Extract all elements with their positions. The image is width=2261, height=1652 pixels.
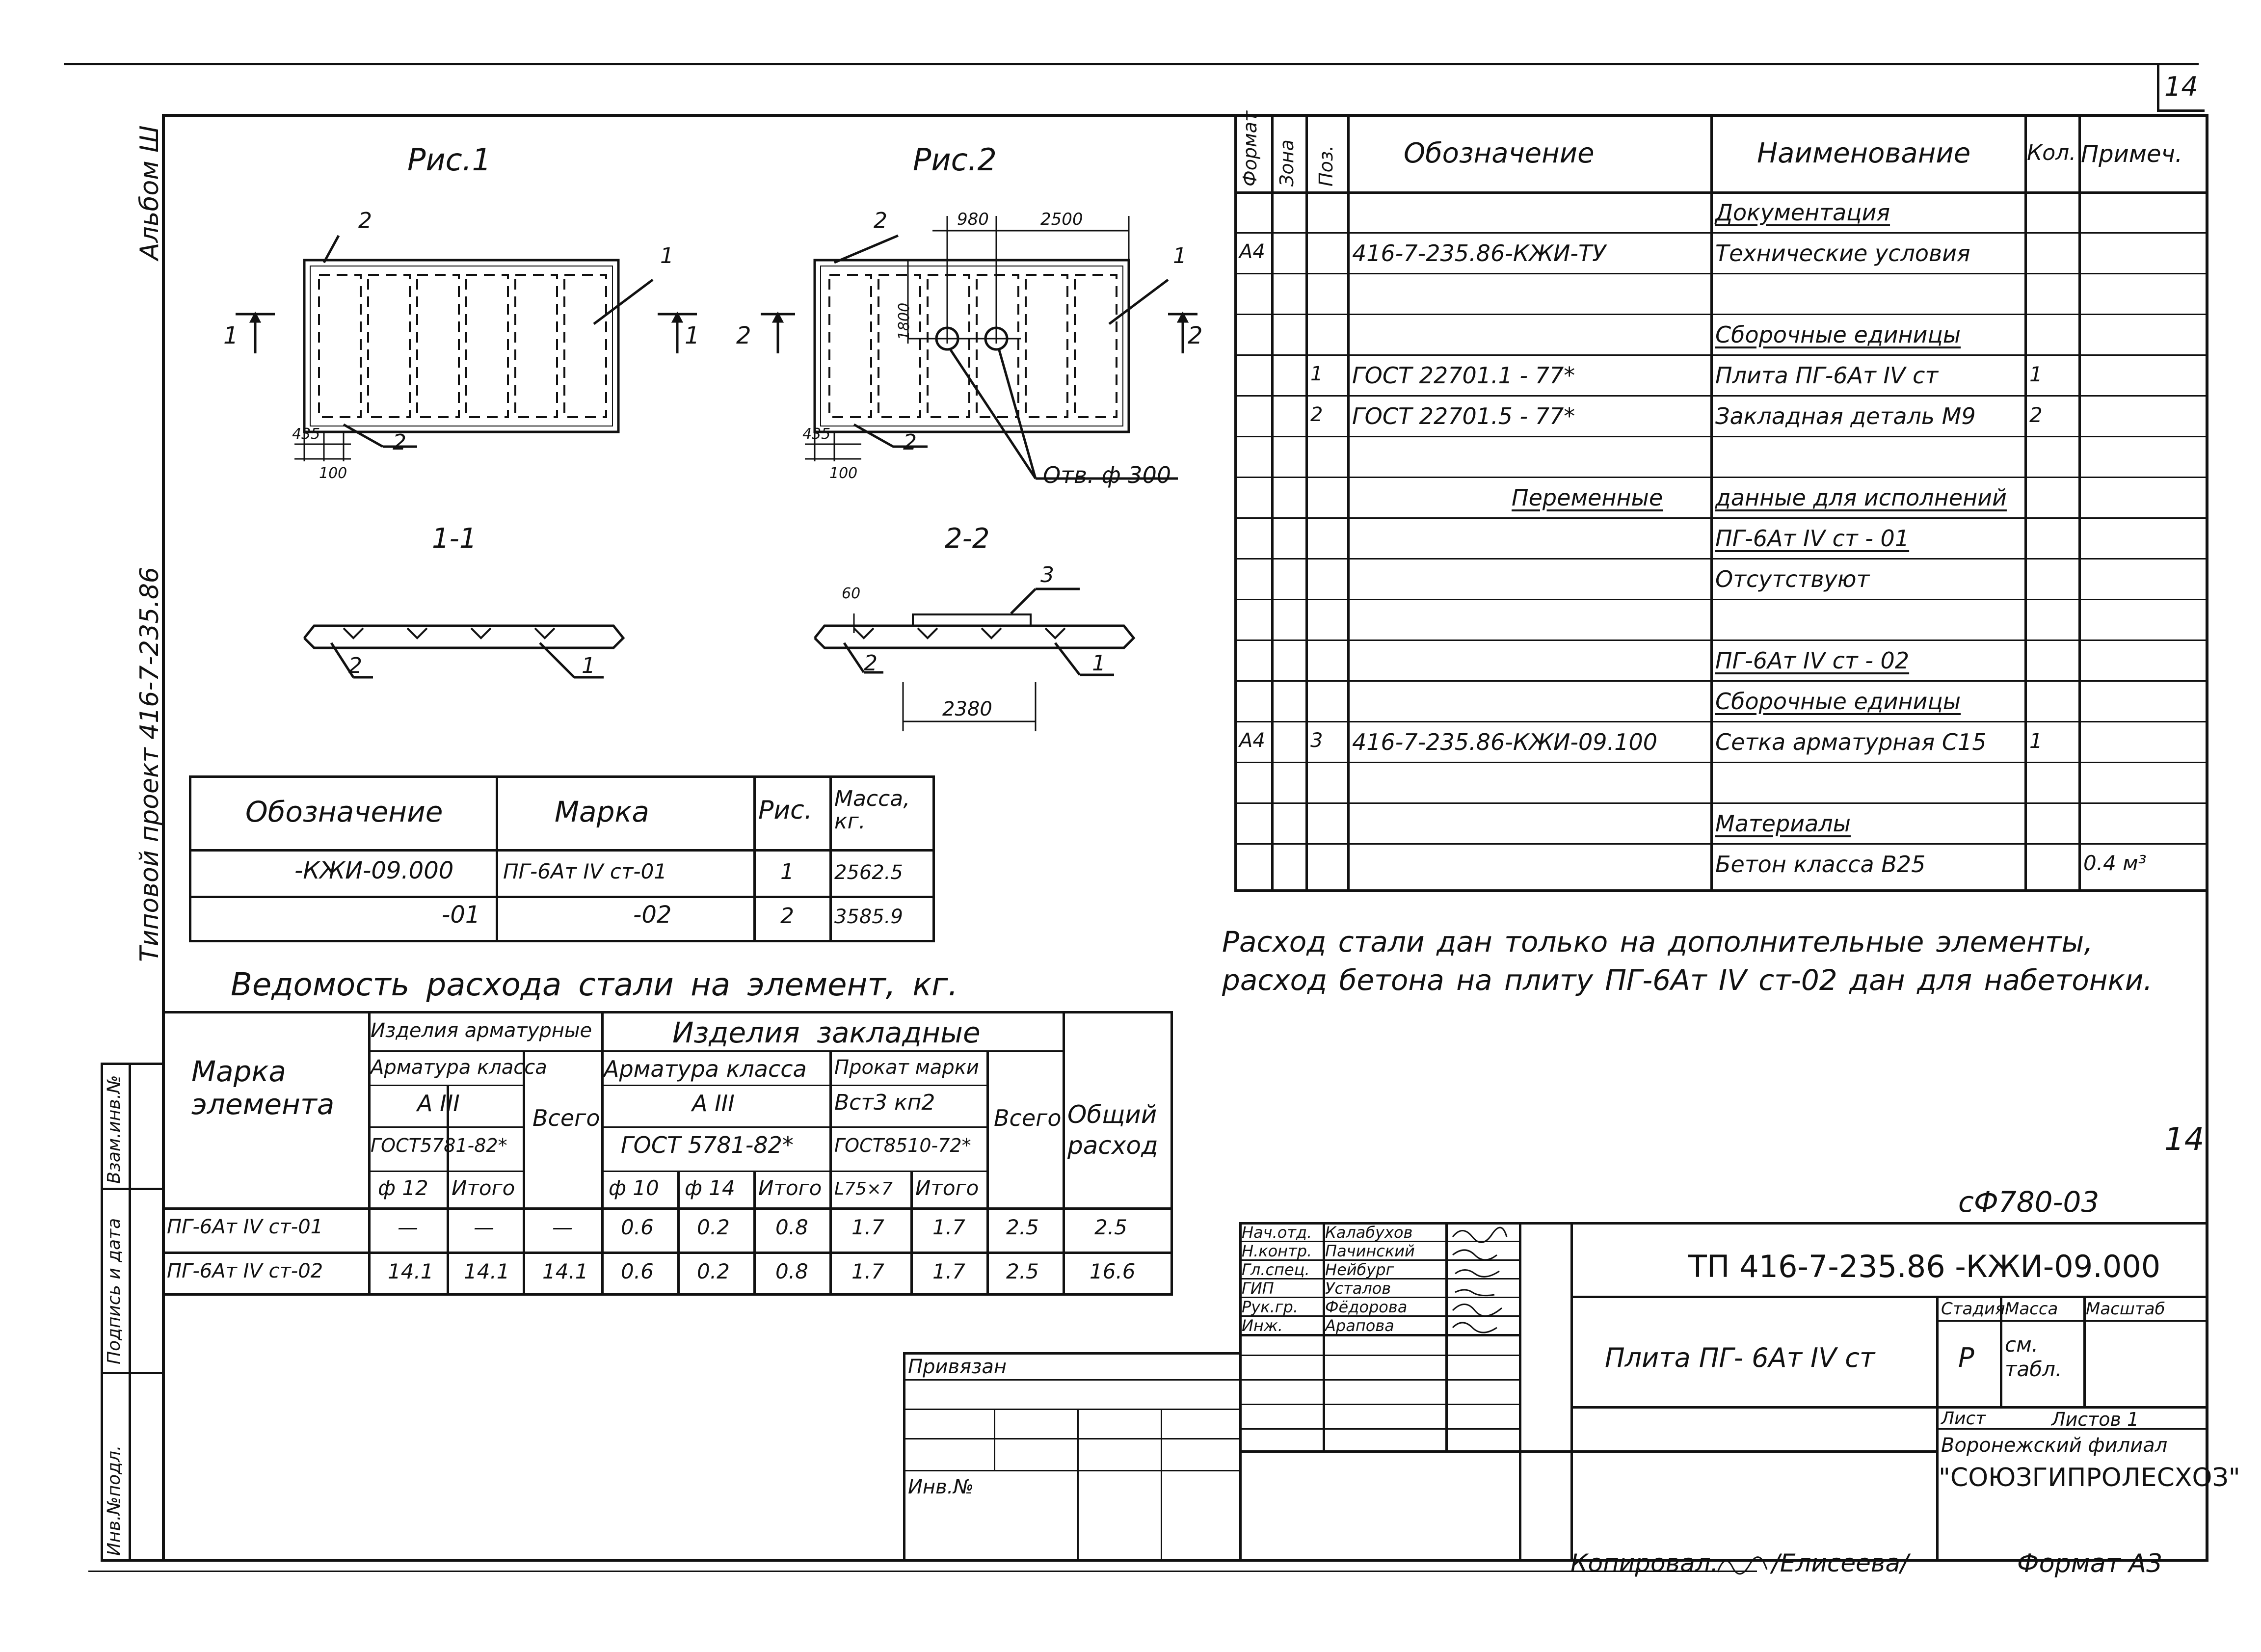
tb-line	[1239, 1450, 1936, 1453]
fig2-dim-1800: 1800	[896, 302, 913, 341]
steel-col-line	[986, 1050, 989, 1296]
tb-stage-value: Р	[1958, 1342, 1974, 1373]
steel-row1-cell: 2.5	[1006, 1215, 1039, 1239]
project-label: Типовой проект 416-7-235.86	[135, 566, 164, 962]
spec-h-name: Наименование	[1757, 137, 1971, 169]
marks-col-line	[496, 775, 498, 942]
spec-cell: Материалы	[1715, 810, 1851, 837]
marks-cell: -02	[633, 901, 672, 929]
tb-mass-label: Масса	[2005, 1299, 2058, 1319]
steel-row-line	[368, 1126, 523, 1128]
marks-cell: 3585.9	[834, 906, 903, 928]
spec-cell: Сетка арматурная С15	[1715, 729, 1987, 755]
sec2-dim-2380: 2380	[942, 698, 992, 720]
steel-col-mark: Марка элемента	[191, 1055, 335, 1121]
fig2-dim-2500: 2500	[1040, 210, 1083, 229]
fig1-dim-100: 100	[319, 465, 347, 482]
steel-table-top	[162, 1011, 1173, 1013]
bound-line	[1077, 1409, 1079, 1562]
spec-row-line	[1234, 314, 2208, 315]
sec2-label-1: 1	[1092, 651, 1106, 676]
footer-copier: /Елисеева/	[1772, 1549, 1909, 1577]
spec-row-line	[1234, 273, 2208, 274]
spec-h-designation: Обозначение	[1404, 137, 1595, 169]
fig2-dim-100: 100	[829, 465, 858, 482]
tb-role: Гл.спец.	[1242, 1260, 1310, 1279]
steel-row2-cell: 14.1	[542, 1259, 588, 1283]
spec-row-line	[1234, 680, 2208, 682]
steel-row1-cell: —	[474, 1215, 494, 1239]
steel-col-line	[829, 1050, 832, 1296]
steel-itogo-3: Итого	[915, 1176, 979, 1200]
bound-line	[903, 1352, 905, 1562]
marks-header-fig: Рис.	[758, 796, 813, 825]
tb-name: Калабухов	[1325, 1223, 1413, 1242]
tb-name: Нейбург	[1325, 1260, 1394, 1279]
fig1-title: Рис.1	[407, 142, 491, 178]
spec-col-line	[1347, 114, 1350, 892]
tb-role: Н.контр.	[1242, 1242, 1312, 1260]
fig2-label-1: 1	[1173, 243, 1187, 268]
steel-header-bottom	[162, 1207, 1173, 1210]
spec-h-zone: Зона	[1276, 139, 1298, 187]
spec-row-line	[1234, 436, 2208, 437]
steel-emb-class: Арматура класса	[604, 1056, 807, 1082]
marks-header-mass: Масса, кг.	[834, 786, 910, 834]
steel-col-line	[910, 1171, 913, 1296]
spec-cell: ПГ-6Ат IV ст - 02	[1715, 647, 1910, 674]
spec-h-format: Формат	[1239, 110, 1261, 187]
steel-col-line	[753, 1171, 756, 1296]
bound-line	[994, 1409, 995, 1470]
steel-row1-mark: ПГ-6Ат IV ст-01	[167, 1216, 323, 1238]
spec-h-note: Примеч.	[2081, 140, 2183, 168]
tb-line	[1936, 1320, 2208, 1322]
spec-cell: А4	[1239, 240, 1265, 263]
spec-cell: А4	[1239, 729, 1265, 752]
marks-cell: 2562.5	[834, 861, 903, 884]
steel-rebar-gost: ГОСТ5781-82*	[371, 1135, 507, 1156]
marks-row-line	[189, 849, 935, 852]
spec-cell: 3	[1310, 729, 1323, 752]
steel-row-line	[601, 1171, 986, 1172]
tb-line	[1239, 1404, 1519, 1405]
page-number: 14	[2164, 71, 2198, 102]
fig2-label-2b: 2	[903, 430, 917, 455]
spec-col-line	[1271, 114, 1274, 892]
steel-vsego: Всего	[532, 1105, 600, 1131]
spec-cell: 0.4 м³	[2083, 851, 2147, 875]
steel-row1-cell: 1.7	[851, 1215, 884, 1239]
steel-group-rebar: Изделия арматурные	[371, 1019, 592, 1042]
fig2-dim-980: 980	[957, 210, 989, 229]
spec-col-line	[2024, 114, 2027, 892]
steel-row1-cell: 0.2	[697, 1215, 730, 1239]
steel-row1-cell: —	[398, 1215, 418, 1239]
marks-cell: -КЖИ-09.000	[294, 857, 454, 884]
steel-row1-cell: 1.7	[932, 1215, 965, 1239]
steel-row-line	[368, 1085, 523, 1086]
spec-cell: Технические условия	[1715, 240, 1970, 266]
steel-aiii: А III	[417, 1090, 460, 1117]
spec-cell: Плита ПГ-6Ат IV ст	[1715, 362, 1939, 389]
bound-line	[1161, 1409, 1162, 1562]
steel-row1-cell: 2.5	[1094, 1215, 1127, 1239]
steel-row1-cell: 0.6	[621, 1215, 654, 1239]
marks-row-line	[189, 896, 935, 898]
spec-col-line	[1305, 114, 1308, 892]
footer-copied: Копировал:	[1570, 1549, 1719, 1577]
spec-cell: 2	[2029, 403, 2043, 427]
stamp-orig: Инв.№подл.	[104, 1445, 124, 1556]
steel-row2-cell: 14.1	[388, 1259, 434, 1283]
signatures	[1448, 1225, 1516, 1332]
sec2-dim-60: 60	[842, 585, 861, 602]
steel-row-line	[601, 1126, 986, 1128]
steel-row1-cell: —	[552, 1215, 573, 1239]
fig2-slab-outline	[815, 260, 1129, 432]
marks-col-line	[753, 775, 756, 942]
steel-col-line	[677, 1171, 680, 1296]
tb-name: Усталов	[1325, 1279, 1391, 1298]
tb-line	[1239, 1355, 1519, 1356]
steel-d10: ф 10	[609, 1176, 659, 1200]
steel-rebar-class: Арматура класса	[371, 1056, 547, 1079]
section-mark-1-left: 1	[223, 322, 239, 349]
holes-label: Отв. ф 300	[1043, 462, 1171, 488]
tb-org-1: Воронежский филиал	[1941, 1434, 2168, 1457]
spec-row-line	[1234, 395, 2208, 397]
spec-row-line	[1234, 721, 2208, 722]
steel-angle: L75×7	[834, 1179, 893, 1199]
spec-cell: 1	[1310, 363, 1323, 385]
spec-row-line	[1234, 599, 2208, 600]
steel-rolled: Прокат марки	[834, 1056, 979, 1079]
section-mark-2-right: 2	[1188, 322, 1203, 349]
marks-col-line	[829, 775, 832, 942]
fig1-label-2a: 2	[358, 208, 372, 233]
tb-role: Нач.отд.	[1242, 1223, 1312, 1242]
steel-emb-gost: ГОСТ 5781-82*	[621, 1132, 794, 1158]
note-text: Расход стали дан только на дополнительные элементы, расход бетона на плиту ПГ-6Ат IV ст-02 дан для набетонки.	[1222, 925, 2153, 997]
spec-cell: Документация	[1715, 199, 1890, 226]
steel-row-line	[368, 1050, 1063, 1052]
steel-rolled-gost: ГОСТ8510-72*	[834, 1135, 971, 1156]
steel-row2-cell: 0.8	[775, 1259, 808, 1283]
fig1-slab-outline	[304, 260, 618, 432]
spec-cell: Закладная деталь М9	[1715, 403, 1976, 429]
sec1-label-2: 2	[348, 653, 362, 678]
tb-role: ГИП	[1242, 1279, 1274, 1298]
steel-emb-aiii: А III	[692, 1090, 735, 1117]
bound-line	[903, 1470, 1239, 1471]
marks-cell: 1	[780, 859, 794, 884]
bound-line	[903, 1409, 1239, 1410]
spec-col-line	[2078, 114, 2081, 892]
spec-cell: Переменные	[1512, 484, 1663, 511]
spec-row-line	[1234, 354, 2208, 356]
spec-row-line	[1234, 232, 2208, 234]
tb-role: Рук.гр.	[1242, 1298, 1299, 1316]
section-mark-2-left: 2	[736, 322, 751, 349]
spec-cell: Сборочные единицы	[1715, 688, 1961, 715]
spec-cell: ГОСТ 22701.1 - 77*	[1352, 362, 1575, 389]
bound-line	[903, 1438, 1239, 1439]
marks-cell: -01	[442, 901, 480, 929]
fig1-dim-435: 435	[292, 426, 320, 443]
spec-cell: ПГ-6Ат IV ст - 01	[1715, 525, 1910, 552]
tb-name: Пачинский	[1325, 1242, 1415, 1260]
fig1-label-1: 1	[660, 243, 674, 268]
spec-cell: ГОСТ 22701.5 - 77*	[1352, 403, 1575, 429]
stamp-sign: Подпись и дата	[104, 1218, 124, 1364]
fig1-label-2b: 2	[393, 430, 406, 455]
spec-cell: 2	[1310, 403, 1323, 426]
steel-row2-mark: ПГ-6Ат IV ст-02	[167, 1260, 323, 1282]
section-mark-1-right: 1	[685, 322, 700, 349]
steel-d12: ф 12	[378, 1176, 428, 1200]
steel-vst: Вст3 кп2	[834, 1090, 935, 1115]
marks-cell: 2	[780, 904, 794, 929]
tb-line	[1239, 1379, 1519, 1381]
tb-scale-label: Масштаб	[2086, 1299, 2165, 1319]
fig2-label-2a: 2	[874, 208, 887, 233]
steel-col-line	[601, 1011, 604, 1296]
steel-row2-cell: 1.7	[851, 1259, 884, 1283]
tb-code: ТП 416-7-235.86 -КЖИ-09.000	[1688, 1249, 2161, 1284]
spec-cell: Бетон класса В25	[1715, 851, 1926, 878]
steel-row1-cell: 0.8	[775, 1215, 808, 1239]
tb-name: Фёдорова	[1325, 1298, 1408, 1316]
steel-row-line	[162, 1252, 1173, 1254]
marks-cell: ПГ-6Ат IV ст-01	[503, 859, 667, 883]
tb-sheets-label: Листов 1	[2051, 1409, 2139, 1430]
album-label: Альбом Ш	[135, 125, 164, 260]
handwritten-number: 14	[2164, 1121, 2205, 1158]
tb-line	[1570, 1222, 1573, 1562]
spec-row-line	[1234, 639, 2208, 641]
tb-line	[1239, 1428, 1519, 1430]
sec2-label-2: 2	[864, 651, 878, 676]
steel-row2-cell: 0.2	[697, 1259, 730, 1283]
copier-signature	[1715, 1550, 1769, 1579]
steel-total: Общий расход	[1067, 1100, 1158, 1160]
spec-cell: 1	[2029, 729, 2043, 753]
tb-sheet-label: Лист	[1941, 1409, 1986, 1429]
sec2-label-3: 3	[1040, 562, 1054, 587]
fig2-title: Рис.2	[913, 142, 997, 178]
bound-label: Привязан	[908, 1356, 1007, 1378]
steel-d14: ф 14	[685, 1176, 735, 1200]
spec-cell: данные для исполнений	[1715, 484, 2007, 511]
spec-h-pos: Поз.	[1315, 145, 1337, 187]
marks-header-mark: Марка	[555, 795, 649, 828]
stamp-inv: Взам.инв.№	[104, 1075, 124, 1184]
spec-cell: 416-7-235.86-КЖИ-09.100	[1352, 729, 1657, 755]
bound-line	[903, 1379, 1239, 1381]
inv-label: Инв.№	[908, 1476, 974, 1498]
steel-itogo-1: Итого	[452, 1176, 515, 1200]
steel-row2-cell: 0.6	[621, 1259, 654, 1283]
tb-mass-value: см. табл.	[2005, 1332, 2062, 1382]
tb-line	[1570, 1296, 2208, 1298]
section1-title: 1-1	[432, 523, 477, 555]
steel-row-line	[368, 1171, 523, 1172]
steel-row2-cell: 1.7	[932, 1259, 965, 1283]
steel-row2-cell: 2.5	[1006, 1259, 1039, 1283]
spec-row-line	[1234, 802, 2208, 804]
steel-group-embedded: Изделия закладные	[672, 1016, 981, 1049]
steel-table-bottom	[162, 1293, 1173, 1296]
steel-table-title: Ведомость расхода стали на элемент, кг.	[231, 967, 958, 1003]
spec-cell: Отсутствуют	[1715, 566, 1870, 592]
steel-row2-cell: 16.6	[1090, 1259, 1136, 1283]
sec1-label-1: 1	[582, 653, 595, 678]
steel-row-line	[601, 1085, 986, 1086]
spec-row-line	[1234, 762, 2208, 763]
tb-title: Плита ПГ- 6Ат IV ст	[1605, 1342, 1875, 1373]
steel-col-line	[523, 1050, 525, 1296]
spec-col-line	[1710, 114, 1713, 892]
spec-row-line	[1234, 477, 2208, 478]
copy-code: сФ780-03	[1958, 1185, 2100, 1219]
spec-cell: 416-7-235.86-КЖИ-ТУ	[1352, 240, 1606, 266]
spec-h-qty: Кол.	[2027, 140, 2076, 165]
footer-format: Формат А3	[2017, 1549, 2163, 1578]
spec-row-line	[1234, 517, 2208, 519]
steel-itogo-2: Итого	[758, 1176, 822, 1200]
steel-row2-cell: 14.1	[464, 1259, 510, 1283]
spec-row-line	[1234, 558, 2208, 560]
tb-stage-label: Стадия	[1941, 1299, 2005, 1319]
spec-row-line	[1234, 843, 2208, 845]
fig2-dim-435: 435	[802, 426, 831, 443]
spec-cell: Сборочные единицы	[1715, 321, 1961, 348]
steel-vsego-2: Всего	[994, 1105, 1062, 1131]
tb-org-2: "СОЮЗГИПРОЛЕСХОЗ"	[1939, 1463, 2240, 1492]
section2-title: 2-2	[945, 523, 990, 555]
steel-col-line	[1063, 1011, 1065, 1296]
marks-header-designation: Обозначение	[245, 795, 443, 828]
tb-role: Инж.	[1242, 1316, 1283, 1335]
footer-rule	[88, 1571, 1757, 1572]
spec-header-line	[1234, 191, 2208, 194]
tb-line	[1519, 1222, 1521, 1562]
bound-line	[903, 1352, 1239, 1355]
spec-cell: 1	[2029, 362, 2043, 386]
tb-name: Арапова	[1325, 1316, 1394, 1335]
